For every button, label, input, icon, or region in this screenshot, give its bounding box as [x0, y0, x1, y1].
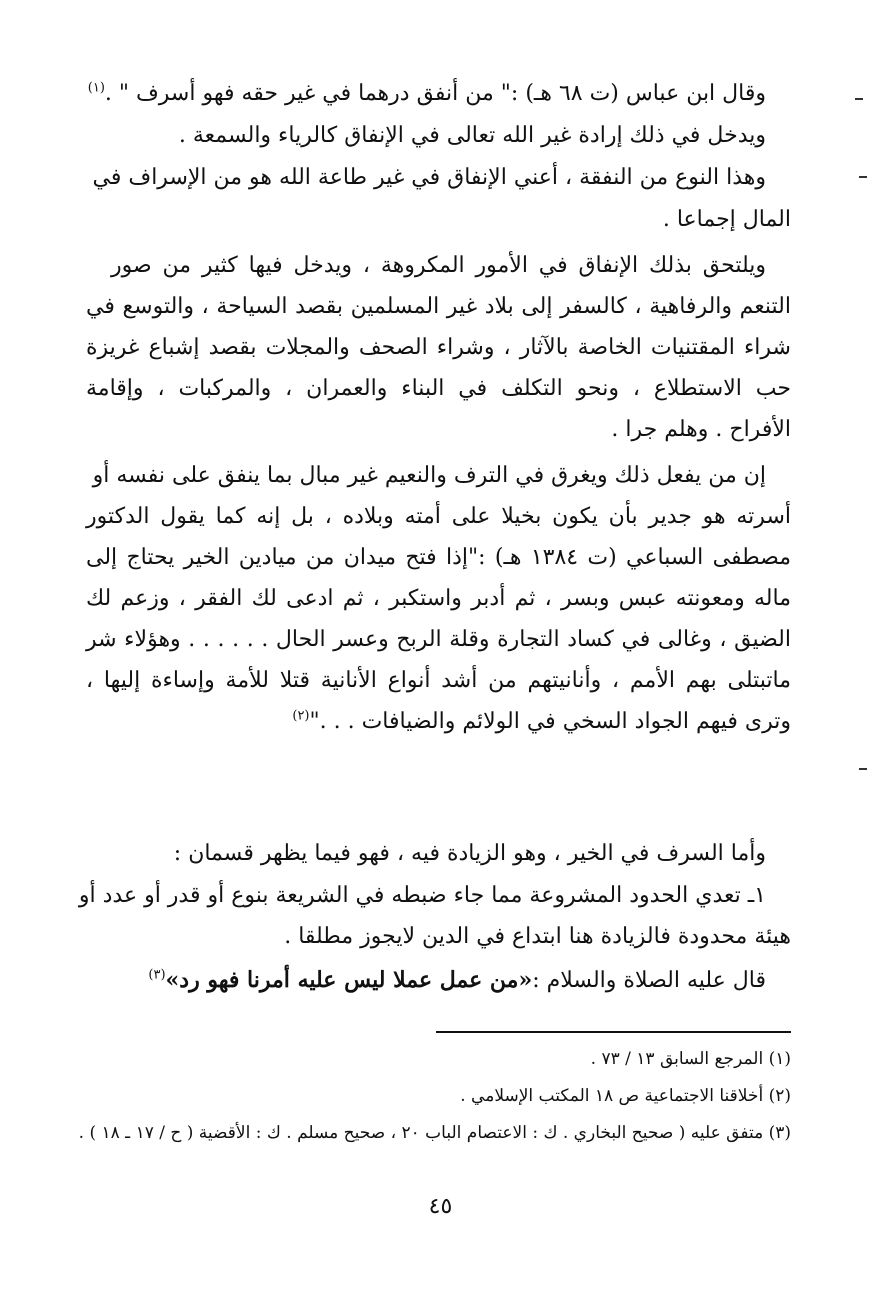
quote-text: وقال ابن عباس (ت ٦٨ هـ) :" من أنفق درهما في غير حقه فهو أسرف " . — [104, 81, 766, 106]
paragraph-saraf-khayr: وأما السرف في الخير ، وهو الزيادة فيه ، فهو فيما يظهر قسمان : — [173, 841, 766, 866]
paragraph-makruh-line-2: التنعم والرفاهية ، كالسفر إلى بلاد غير المسلمين بقصد السياحة ، والتوسع في — [86, 294, 791, 319]
hadith-text: «من عمل عملا ليس عليه أمرنا فهو رد» — [165, 967, 533, 993]
paragraph-hudud-line-1: ١ـ تعدي الحدود المشروعة مما جاء ضبطه في الشريعة بنوع أو قدر أو عدد أو — [78, 883, 766, 908]
hadith-intro: قال عليه الصلاة والسلام : — [532, 968, 766, 993]
paragraph-sibai-line-6: ماتبتلى بهم الأمم ، وأنانيتهم من أشد أنواع الأنانية قتلا للأمة وإساءة إليها ، — [86, 668, 791, 693]
paragraph-sibai-line-5: الضيق ، وغالى في كساد التجارة وقلة الربح وعسر الحال . . . . . . وهؤلاء شر — [86, 627, 791, 652]
paragraph-sibai-line-4: ماله ومعونته عبس وبسر ، ثم أدبر واستكبر ، ثم ادعى لك الفقر ، وزعم لك — [86, 586, 791, 611]
paragraph-hadith — [111, 960, 791, 1001]
paragraph-israf-line-2: المال إجماعا . — [662, 207, 791, 232]
footnote-ref-1: (١) — [87, 80, 105, 96]
paragraph-riya: ويدخل في ذلك إرادة غير الله تعالى في الإنفاق كالرياء والسمعة . — [178, 123, 766, 148]
paragraph-ibn-abbas-quote — [87, 74, 791, 114]
footnote-ref-2: (٢) — [292, 708, 310, 724]
paragraph-sibai-line-2: أسرته هو جدير بأن يكون بخيلا على أمته وبلاده ، بل إنه كما يقول الدكتور — [86, 504, 791, 529]
paragraph-israf-line-1: وهذا النوع من النفقة ، أعني الإنفاق في غير طاعة الله هو من الإسراف في — [92, 165, 766, 190]
margin-mark — [855, 98, 863, 100]
margin-mark — [859, 768, 867, 770]
margin-mark — [859, 176, 867, 178]
footnote-separator — [436, 1031, 791, 1033]
paragraph-makruh-line-3: شراء المقتنيات الخاصة بالآثار ، وشراء الصحف والمجلات بقصد إشباع غريزة — [86, 335, 791, 360]
footnote-ref-3: (٣) — [148, 967, 166, 983]
paragraph-makruh-line-1: ويلتحق بذلك الإنفاق في الأمور المكروهة ، ويدخل فيها كثير من صور — [111, 253, 766, 278]
paragraph-sibai-line-7 — [86, 702, 791, 742]
paragraph-sibai-line-1: إن من يفعل ذلك ويغرق في الترف والنعيم غير مبال بما ينفق على نفسه أو — [92, 463, 766, 488]
paragraph-makruh-line-4: حب الاستطلاع ، ونحو التكلف في البناء والعمران ، والمركبات ، وإقامة — [86, 376, 791, 401]
footnote-1: (١) المرجع السابق ١٣ / ٧٣ . — [590, 1049, 791, 1069]
quote-end-text: وترى فيهم الجواد السخي في الولائم والضيافات . . ." — [309, 709, 791, 734]
footnote-3: (٣) متفق عليه ( صحيح البخاري . ك : الاعتصام الباب ٢٠ ، صحيح مسلم . ك : الأقضية ( ح / ١٧ ـ ١٨ ) . — [78, 1123, 791, 1143]
paragraph-hudud-line-2: هيئة محدودة فالزيادة هنا ابتداع في الدين لايجوز مطلقا . — [284, 924, 791, 949]
paragraph-sibai-line-3: مصطفى السباعي (ت ١٣٨٤ هـ) :"إذا فتح ميدان من ميادين الخير يحتاج إلى — [86, 545, 791, 570]
paragraph-makruh-line-5: الأفراح . وهلم جرا . — [611, 417, 791, 442]
page-number: ٤٥ — [428, 1194, 453, 1219]
footnote-2: (٢) أخلاقنا الاجتماعية ص ١٨ المكتب الإسلامي . — [460, 1086, 791, 1106]
